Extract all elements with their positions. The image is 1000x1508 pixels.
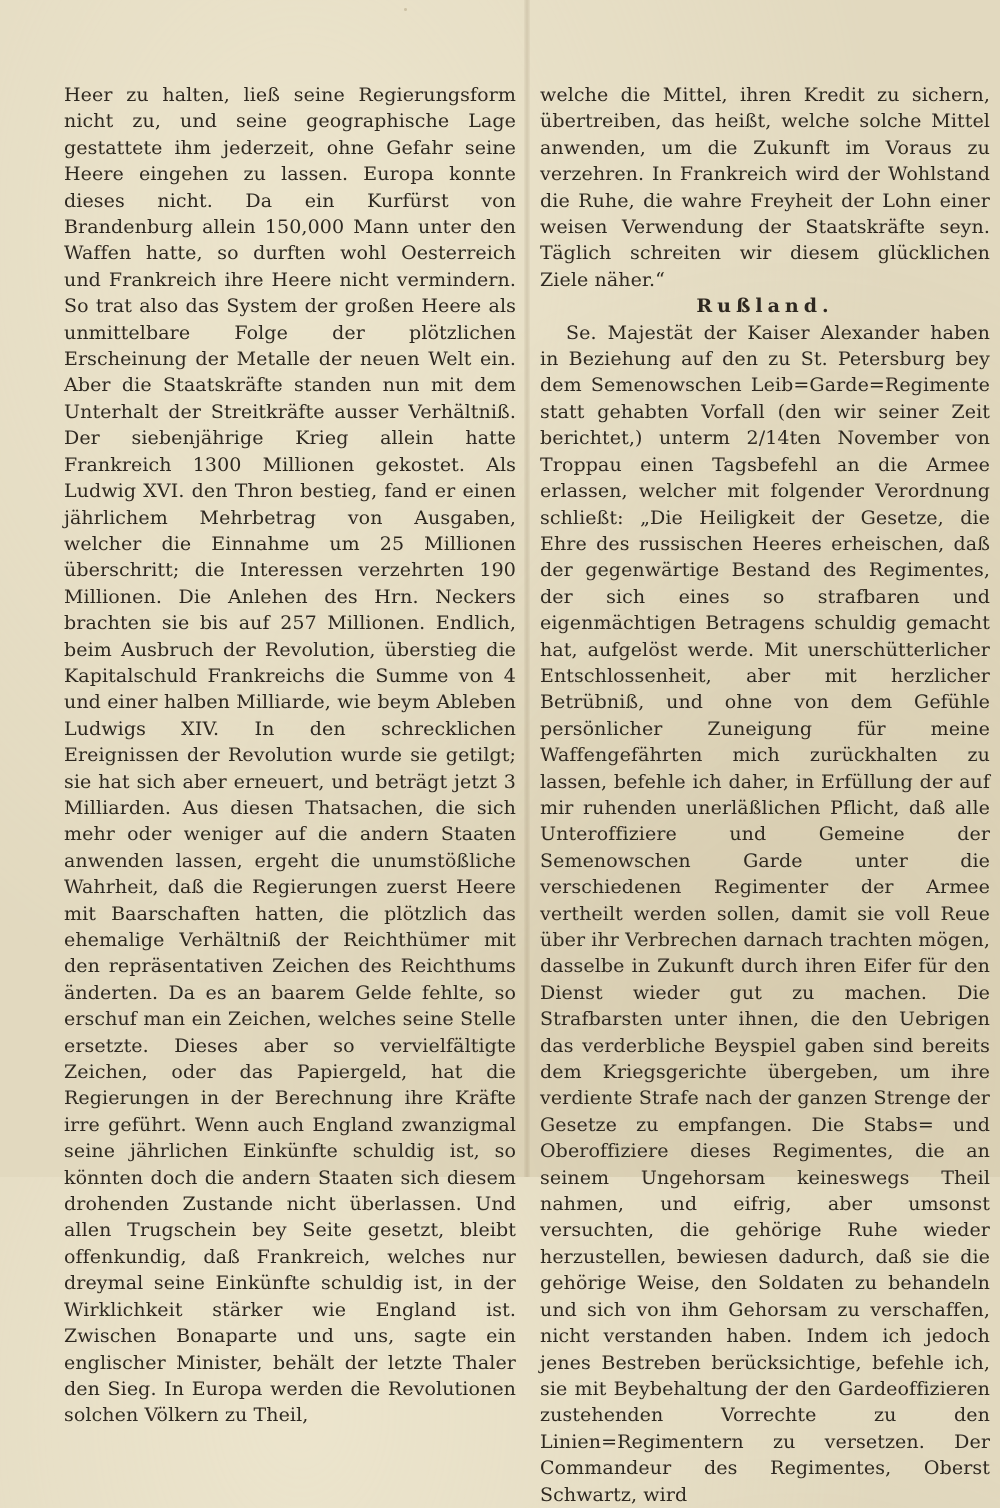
paper-stain <box>404 8 407 11</box>
left-column-text: Heer zu halten, ließ seine Regierungsform nicht zu, und seine geographische Lage gestattete ihm jederzeit, ohne Gefahr seine Heere eingehen zu lassen. Europa konnte dieses nicht. Da ein Kurfürst von Brandenburg allein 150,000 Mann unter den Waffen hatte, so durften wohl Oesterreich und Frankreich ihre Heere nicht vermindern. So trat also das System der großen Heere als unmittelbare Folge der plötzlichen Erscheinung der Metalle der neuen Welt ein. Aber die Staatskräfte standen nun mit dem Unterhalt der Streitkräfte ausser Verhältniß. Der siebenjährige Krieg allein hatte Frankreich 1300 Millionen gekostet. Als Ludwig XVI. den Thron bestieg, fand er einen jährlichem Mehrbetrag von Ausgaben, welcher die Einnahme um 25 Millionen überschritt; die Interessen verzehrten 190 Millionen. Die Anlehen des Hrn. Neckers brachten sie bis auf 257 Millionen. Endlich, beim Ausbruch der Revolution, überstieg die Kapitalschuld Frankreichs die Summe von 4 und einer halben Milliarde, wie beym Ableben Ludwigs XIV. In den schrecklichen Ereignissen der Revolution wurde sie getilgt; sie hat sich aber erneuert, und beträgt jetzt 3 Milliarden. Aus diesen Thatsachen, die sich mehr oder weniger auf die andern Staaten anwenden lassen, ergeht die unumstößliche Wahrheit, daß die Regierungen zuerst Heere mit Baarschaften hatten, die plötzlich das ehemalige Verhältniß der Reichthümer mit den repräsentativen Zeichen des Reichthums änderten. Da es an baarem Gelde fehlte, so erschuf man ein Zeichen, welches seine Stelle ersetzte. Dieses aber so vervielfältigte Zeichen, oder das Papiergeld, hat die Regierungen in der Berechnung ihre Kräfte irre geführt. Wenn auch England zwanzigmal seine jährlichen Einkünfte schuldig ist, so könnten doch die andern Staaten sich diesem drohenden Zustande nicht überlassen. Und allen Trugschein bey Seite gesetzt, bleibt offenkundig, daß Frankreich, welches nur dreymal seine Einkünfte schuldig ist, in der Wirklichkeit stärker wie England ist. Zwischen Bonaparte und uns, sagte ein englischer Minister, behält der letzte Thaler den Sieg. In Europa werden die Revolutionen solchen Völkern zu Theil, <box>64 84 516 1427</box>
paper-stain <box>92 1125 96 1129</box>
right-column-body: Se. Majestät der Kaiser Alexander haben in Beziehung auf den zu St. Petersburg bey dem Semenowschen Leib=Garde=Regimente statt gehabten Vorfall (den wir seiner Zeit berichtet,) unterm 2/14ten November von Troppau einen Tagsbefehl an die Armee erlassen, welcher mit folgender Verordnung schließt: „Die Heiligkeit der Gesetze, die Ehre des russischen Heeres erheischen, daß der gegenwärtige Bestand des Regimentes, der sich eines so strafbaren und eigenmächtigen Betragens schuldig gemacht hat, aufgelöst werde. Mit unerschütterlicher Entschlossenheit, aber mit herzlicher Betrübniß, und ohne von dem Gefühle persönlicher Zuneigung für meine Waffengefährten mich zurückhalten zu lassen, befehle ich daher, in Erfüllung der auf mir ruhenden unerläßlichen Pflicht, daß alle Unteroffiziere und Gemeine der Semenowschen Garde unter die verschiedenen Regimenter der Armee vertheilt werden sollen, damit sie voll Reue über ihr Verbrechen darnach trachten mögen, dasselbe in Zukunft durch ihren Eifer für den Dienst wieder gut zu machen. Die Strafbarsten unter ihnen, die den Uebrigen das verderbliche Beyspiel gaben sind bereits dem Kriegsgerichte übergeben, um ihre verdiente Strafe nach der ganzen Strenge der Gesetze zu empfangen. Die Stabs= und Oberoffiziere dieses Regimentes, die an seinem Ungehorsam keineswegs Theil nahmen, und eifrig, aber umsonst versuchten, die gehörige Ruhe wieder herzustellen, bewiesen dadurch, daß sie die gehörige Weise, den Soldaten zu behandeln und sich von ihm Gehorsam zu verschaffen, nicht verstanden haben. Indem ich jedoch jenes Bestreben berücksichtige, befehle ich, sie mit Beybehaltung der den Gardeoffizieren zustehenden Vorrechte zu den Linien=Regimentern zu versetzen. Der Commandeur des Regimentes, Oberst Schwartz, wird <box>540 321 990 1506</box>
right-column <box>540 82 990 1508</box>
section-heading-russland: Rußland. <box>696 295 834 318</box>
left-column <box>64 82 516 1429</box>
page-fold <box>524 0 530 1177</box>
right-column-intro: welche die Mittel, ihren Kredit zu sichern, übertreiben, das heißt, welche solche Mittel anwenden, um die Zukunft im Voraus zu verzehren. In Frankreich wird der Wohlstand die Ruhe, die wahre Freyheit der Lohn einer weisen Verwendung der Staatskräfte seyn. Täglich schreiten wir diesem glücklichen Ziele näher.“ <box>540 84 990 291</box>
